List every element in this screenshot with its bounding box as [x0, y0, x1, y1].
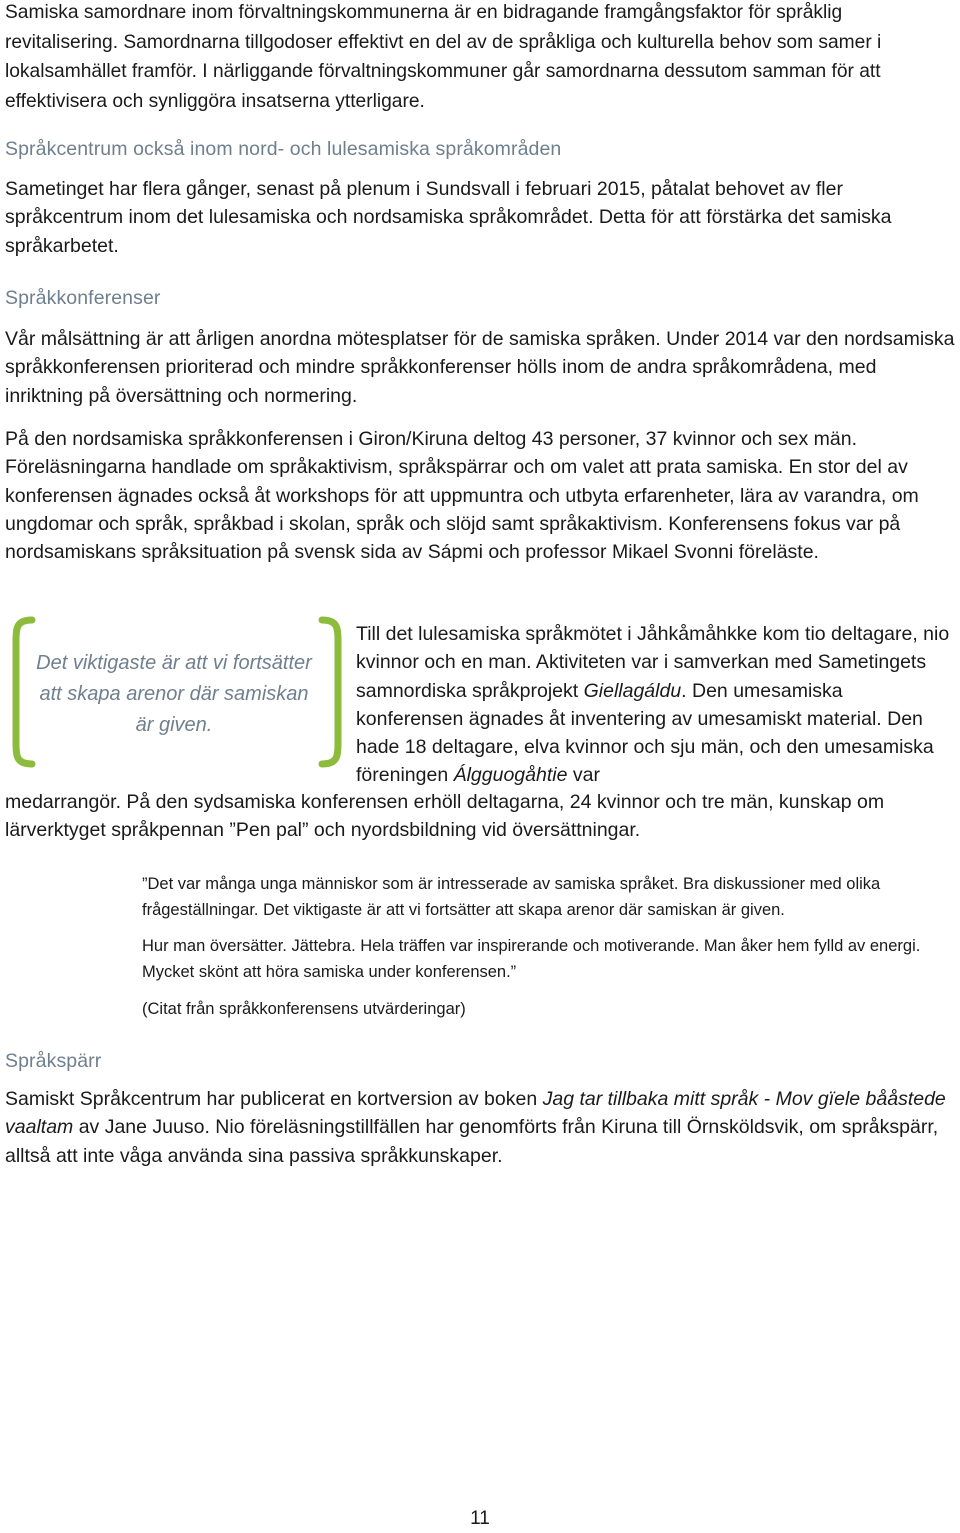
konferenser-paragraph-3	[356, 620, 950, 790]
sprakspar-text-b: av Jane Juuso. Nio föreläsningstillfällen har genomförts från Kiruna till Örnsköldsvik, om språkspärr, alltså att inte våga använda sina passiva språkkunskaper.	[5, 1116, 939, 1167]
paragraph-3-text-c: var	[567, 764, 600, 787]
sprakspar-paragraph	[5, 1085, 956, 1170]
sprakspar-text-a: Samiskt Språkcentrum har publicerat en kortversion av boken	[5, 1088, 543, 1110]
section-heading-sprakkonferenser: Språkkonferenser	[5, 287, 161, 309]
section-heading-sprakspar: Språkspärr	[5, 1050, 102, 1072]
page-number: 11	[470, 1508, 490, 1529]
evaluation-quote-2: Hur man översätter. Jättebra. Hela träffen var inspirerande och motiverande. Man åker hem fylld av energi. Mycket skönt att höra samiska under konferensen.”	[142, 937, 921, 981]
quote-source: (Citat från språkkonferensens utvärderingar)	[142, 1000, 466, 1018]
paragraph-3-text-b: . Den umesamiska konferensen ägnades åt inventering av umesamiskt material. Den hade 18 deltagare, elva kvinnor och sju män, och den umesamiska föreningen	[356, 679, 934, 787]
section-heading-sprakcentrum: Språkcentrum också inom nord- och lulesamiska språkområden	[5, 138, 562, 160]
sprakcentrum-paragraph: Sametinget har flera gånger, senast på plenum i Sundsvall i februari 2015, påtalat behovet av fler språkcentrum inom det lulesamiska och nordsamiska språkområdet. Detta för att förstärka det samiska språkarbetet.	[5, 178, 892, 257]
pull-quote-text: Det viktigaste är att vi fortsätter att skapa arenor där samiskan är given.	[36, 652, 312, 736]
konferenser-paragraph-1: Vår målsättning är att årligen anordna mötesplatser för de samiska språken. Under 2014 var den nordsamiska språkkonferensen prioriterad och mindre språkkonferenser hölls inom de andra språkområdena, med inriktning på översättning och normering.	[5, 328, 955, 407]
project-name: Giellagáldu	[583, 679, 682, 702]
right-bracket-icon	[316, 614, 346, 770]
paragraph-3-text-a: Till det lulesamiska språkmötet i Jåhkåmåhkke kom tio deltagare, nio kvinnor och en man. Aktiviteten var i samverkan med Sametingets samnordiska språkprojekt	[356, 623, 950, 702]
pull-quote-box	[8, 614, 344, 770]
konferenser-paragraph-2: På den nordsamiska språkkonferensen i Giron/Kiruna deltog 43 personer, 37 kvinnor och sex män. Föreläsningarna handlade om språkaktivism, språkspärrar och om valet att prata samiska. En stor del av konferensen ägnades också åt workshops för att uppmuntra och utbyta erfarenheter, lära av varandra, om ungdomar och språk, språkbad i skolan, språk och slöjd samt språkaktivism. Konferensens fokus var på nordsamiskans språksituation på svensk sida av Sápmi och professor Mikael Svonni föreläste.	[5, 428, 919, 564]
book-title: Jag tar tillbaka mitt språk - Mov gïele bååstede vaaltam	[5, 1088, 946, 1139]
intro-paragraph: Samiska samordnare inom förvaltningskommunerna är en bidragande framgångsfaktor för språklig revitalisering. Samordnarna tillgodoser effektivt en del av de språkliga och kulturella behov som samer i lokalsamhället framför. I närliggande förvaltningskommuner går samordnarna dessutom samman för att effektivisera och synliggöra insatserna ytterligare.	[5, 2, 882, 112]
evaluation-quote-1: ”Det var många unga människor som är intresserade av samiska språket. Bra diskussioner med olika frågeställningar. Det viktigaste är att vi fortsätter att skapa arenor där samiskan är given.	[142, 875, 881, 919]
association-name: Álgguogåhtie	[453, 764, 568, 787]
konferenser-paragraph-4: medarrangör. På den sydsamiska konferensen erhöll deltagarna, 24 kvinnor och tre män, kunskap om lärverktyget språkpennan ”Pen pal” och nyordsbildning vid översättningar.	[5, 791, 885, 842]
